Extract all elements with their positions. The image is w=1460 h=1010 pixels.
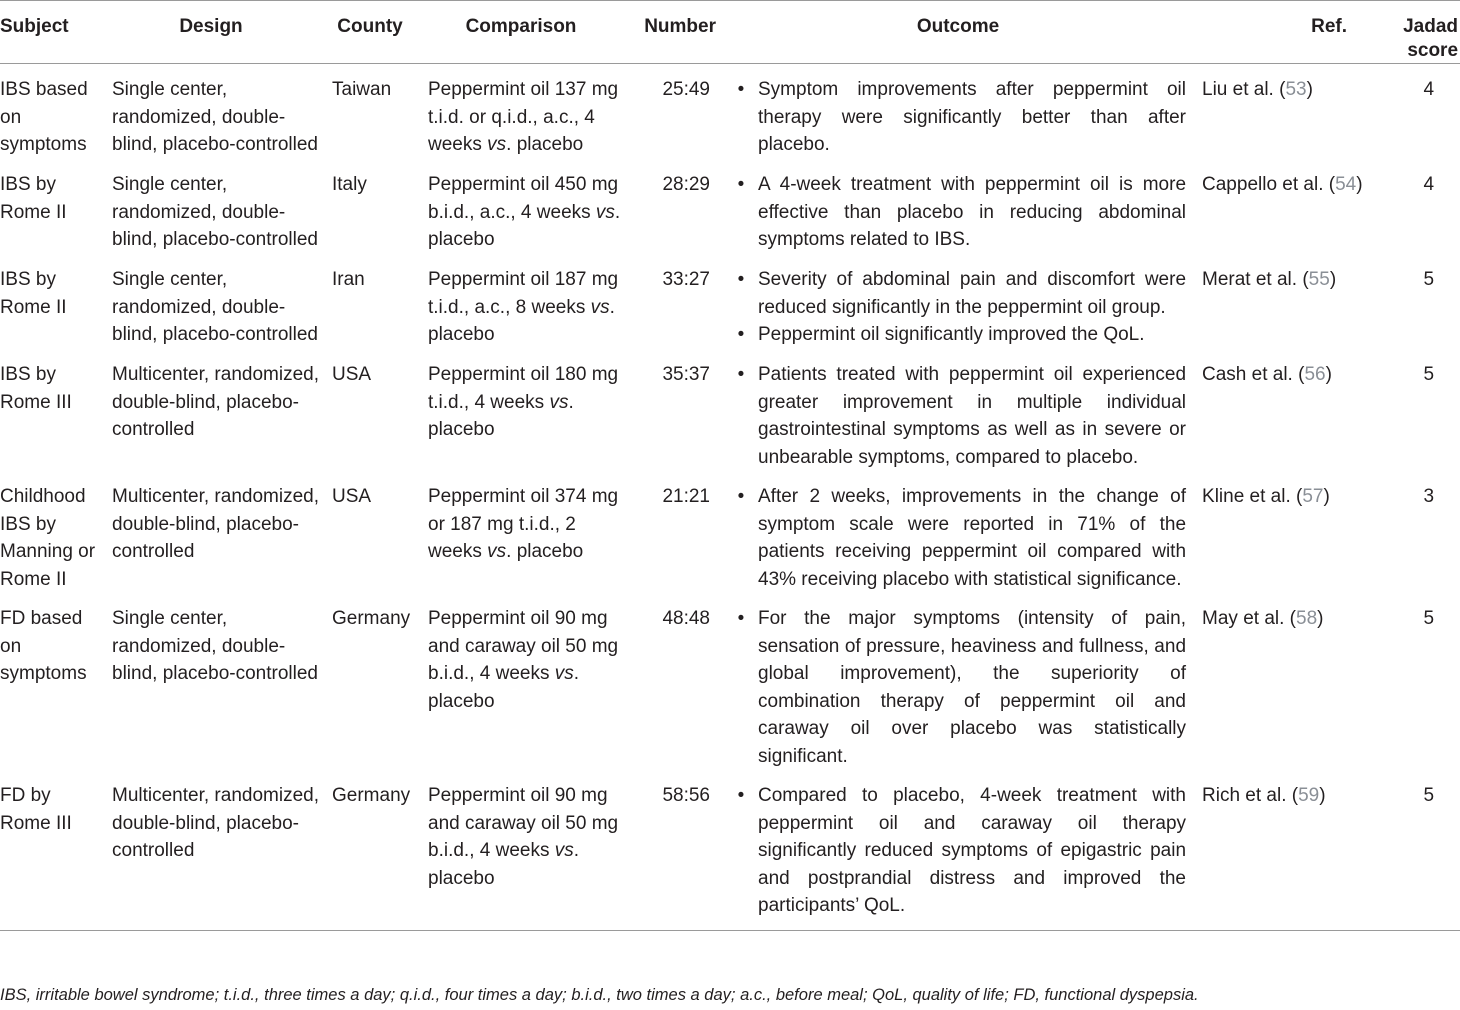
outcome-item: Compared to placebo, 4-week treatment with peppermint oil and caraway oil therapy significantly reduced symptoms of epigastric pain and postprandial distress and improved the participants’ QoL. — [758, 785, 1187, 916]
table-row — [0, 64, 1460, 160]
comparison-vs: vs — [487, 541, 507, 562]
table-row — [0, 471, 1460, 593]
cell-county: Italy — [332, 174, 367, 195]
cell-county: USA — [332, 486, 372, 507]
outcome-item: After 2 weeks, improvements in the change of symptom scale were reported in 71% of the patients receiving peppermint oil compared with 43% receiving placebo with statistical significance. — [758, 486, 1187, 590]
cell-jadad-score: 4 — [1423, 79, 1435, 100]
header-county: County — [322, 1, 418, 64]
ref-number-link[interactable]: 58 — [1296, 608, 1318, 629]
comparison-text: Peppermint oil 90 mg and caraway oil 50 mg b.i.d., 4 weeks — [428, 608, 619, 684]
comparison-vs: vs — [554, 663, 574, 684]
cell-bullets — [724, 349, 758, 471]
cell-number: 33:27 — [662, 269, 710, 290]
outcome-item: Peppermint oil significantly improved the QoL. — [758, 324, 1145, 345]
comparison-vs: vs — [549, 391, 569, 413]
cell-bullets — [724, 254, 758, 349]
ref-close: ) — [1306, 79, 1313, 100]
bullet-icon: • — [737, 174, 745, 195]
comparison-placebo: . placebo — [506, 541, 584, 562]
cell-outcome — [758, 64, 1192, 160]
cell-design: Single center, randomized, double-blind, placebo-controlled — [112, 79, 318, 155]
header-row — [0, 1, 1460, 64]
ref-author: Merat et al. ( — [1202, 269, 1309, 290]
cell-bullets — [724, 64, 758, 160]
cell-design: Single center, randomized, double-blind, placebo-controlled — [112, 174, 318, 250]
ref-close: ) — [1323, 486, 1330, 507]
cell-comparison — [418, 349, 624, 471]
ref-close: ) — [1329, 269, 1337, 290]
comparison-text: Peppermint oil 187 mg t.i.d., a.c., 8 weeks — [428, 269, 619, 318]
cell-ref — [1192, 254, 1393, 349]
cell-comparison — [418, 254, 624, 349]
table-row — [0, 159, 1460, 254]
cell-county: Germany — [322, 770, 418, 931]
cell-number: 58:56 — [624, 770, 724, 931]
table-row — [0, 770, 1460, 931]
comparison-text: Peppermint oil 137 mg t.i.d. or q.i.d., a.c., 4 weeks — [428, 79, 619, 155]
cell-comparison — [418, 471, 624, 593]
comparison-text: Peppermint oil 374 mg or 187 mg t.i.d., 2 weeks — [428, 486, 619, 562]
cell-subject: IBS by Rome II — [0, 269, 67, 318]
cell-ref — [1192, 349, 1393, 471]
table-row — [0, 254, 1460, 349]
comparison-text: Peppermint oil 180 mg t.i.d., 4 weeks — [428, 364, 619, 413]
comparison-text: Peppermint oil 450 mg b.i.d., a.c., 4 weeks — [428, 174, 619, 223]
cell-outcome — [758, 593, 1192, 770]
header-ref: Ref. — [1192, 1, 1393, 64]
cell-subject: FD based on symptoms — [0, 608, 87, 684]
ref-close: ) — [1319, 785, 1326, 806]
cell-ref — [1192, 471, 1393, 593]
header-subject: Subject — [0, 1, 100, 64]
cell-design: Single center, randomized, double-blind, placebo-controlled — [112, 269, 318, 345]
comparison-placebo: . placebo — [428, 663, 580, 712]
cell-county: Iran — [332, 269, 365, 290]
cell-jadad-score: 4 — [1423, 174, 1435, 195]
outcome-item: Symptom improvements after peppermint oil therapy were significantly better than after placebo. — [758, 79, 1187, 155]
header-outcome: Outcome — [724, 1, 1192, 64]
ref-number-link[interactable]: 55 — [1308, 269, 1330, 290]
ref-close: ) — [1325, 364, 1332, 385]
table-footnote: IBS, irritable bowel syndrome; t.i.d., three times a day; q.i.d., four times a day; b.i.d., two times a day; a.c., before meal; QoL, quality of life; FD, functional dyspepsia. — [0, 986, 1199, 1004]
cell-jadad-score: 5 — [1423, 269, 1435, 290]
header-comparison: Comparison — [418, 1, 624, 64]
comparison-vs: vs — [595, 201, 615, 223]
cell-comparison — [418, 159, 624, 254]
bullet-icon: • — [737, 269, 745, 290]
cell-number: 21:21 — [662, 486, 710, 507]
cell-outcome — [758, 159, 1192, 254]
cell-number: 28:29 — [662, 174, 710, 195]
ref-number-link[interactable]: 59 — [1298, 785, 1320, 806]
outcome-item: Severity of abdominal pain and discomfort were reduced significantly in the peppermint oil group. — [758, 269, 1187, 318]
cell-subject: IBS by Rome II — [0, 174, 67, 223]
outcome-item: Patients treated with peppermint oil experienced greater improvement in multiple individual gastrointestinal symptoms as well as in severe or unbearable symptoms, compared to placebo. — [758, 364, 1187, 468]
header-number: Number — [624, 1, 724, 64]
cell-subject: IBS based on symptoms — [0, 79, 88, 155]
table-row — [0, 349, 1460, 471]
bullet-icon: • — [737, 79, 745, 100]
ref-author: Kline et al. ( — [1202, 486, 1303, 507]
cell-bullets — [724, 770, 758, 931]
bullet-icon: • — [737, 785, 745, 806]
cell-number: 25:49 — [662, 79, 710, 100]
cell-county: Taiwan — [332, 79, 392, 100]
cell-jadad-score: 5 — [1393, 770, 1460, 931]
cell-outcome — [758, 254, 1192, 349]
ref-number-link[interactable]: 57 — [1302, 486, 1324, 507]
cell-ref — [1192, 64, 1393, 160]
bullet-icon: • — [737, 324, 745, 345]
cell-subject: FD by Rome III — [0, 770, 100, 931]
cell-comparison — [418, 64, 624, 160]
cell-ref — [1192, 159, 1393, 254]
comparison-placebo: . placebo — [506, 134, 584, 155]
cell-ref — [1192, 593, 1393, 770]
ref-author: Liu et al. ( — [1202, 79, 1286, 100]
cell-outcome — [758, 349, 1192, 471]
cell-design: Multicenter, randomized, double-blind, placebo-controlled — [112, 486, 319, 562]
ref-author: Cappello et al. ( — [1202, 174, 1336, 195]
comparison-text: Peppermint oil 90 mg and caraway oil 50 mg b.i.d., 4 weeks — [428, 785, 619, 861]
ref-number-link[interactable]: 53 — [1285, 79, 1307, 100]
cell-outcome — [758, 471, 1192, 593]
comparison-placebo: . placebo — [428, 391, 574, 440]
comparison-vs: vs — [554, 840, 574, 861]
ref-close: ) — [1356, 174, 1363, 195]
cell-outcome — [758, 770, 1192, 931]
cell-number: 48:48 — [662, 608, 710, 629]
cell-county: USA — [332, 364, 372, 385]
comparison-placebo: . placebo — [428, 840, 580, 889]
cell-comparison — [418, 593, 624, 770]
comparison-placebo: . placebo — [428, 296, 615, 345]
cell-jadad-score: 5 — [1423, 608, 1435, 629]
cell-bullets — [724, 593, 758, 770]
cell-subject: IBS by Rome III — [0, 364, 72, 413]
comparison-vs: vs — [590, 296, 610, 318]
header-jadad-score: Jadad score — [1393, 1, 1460, 64]
bullet-icon: • — [737, 364, 745, 385]
cell-jadad-score: 3 — [1423, 486, 1435, 507]
cell-subject: Childhood IBS by Manning or Rome II — [0, 486, 96, 590]
ref-number-link[interactable]: 56 — [1304, 364, 1326, 385]
outcome-item: For the major symptoms (intensity of pain, sensation of pressure, heaviness and fullness, and global improvement), the superiority of combination therapy of peppermint oil and caraway oil over placebo was statistically significant. — [758, 608, 1187, 767]
cell-bullets — [724, 471, 758, 593]
ref-author: Rich et al. ( — [1202, 785, 1299, 806]
cell-design: Single center, randomized, double-blind, placebo-controlled — [112, 608, 318, 684]
cell-comparison — [418, 770, 624, 931]
ref-number-link[interactable]: 54 — [1335, 174, 1357, 195]
cell-jadad-score: 5 — [1423, 364, 1435, 385]
ref-author: Cash et al. ( — [1202, 364, 1305, 385]
outcome-item: A 4-week treatment with peppermint oil is more effective than placebo in reducing abdominal symptoms related to IBS. — [758, 174, 1187, 250]
ref-author: May et al. ( — [1202, 608, 1296, 629]
table-row — [0, 593, 1460, 770]
cell-county: Germany — [332, 608, 411, 629]
cell-number: 35:37 — [662, 364, 710, 385]
table-body — [0, 64, 1460, 931]
bullet-icon: • — [737, 486, 745, 507]
cell-design: Multicenter, randomized, double-blind, placebo-controlled — [112, 364, 319, 440]
comparison-placebo: . placebo — [428, 201, 621, 250]
comparison-vs: vs — [487, 134, 507, 155]
cell-bullets — [724, 159, 758, 254]
cell-design: Multicenter, randomized, double-blind, placebo-controlled — [100, 770, 322, 931]
bullet-icon: • — [737, 608, 745, 629]
cell-ref — [1192, 770, 1393, 931]
header-design: Design — [100, 1, 322, 64]
ref-close: ) — [1317, 608, 1324, 629]
